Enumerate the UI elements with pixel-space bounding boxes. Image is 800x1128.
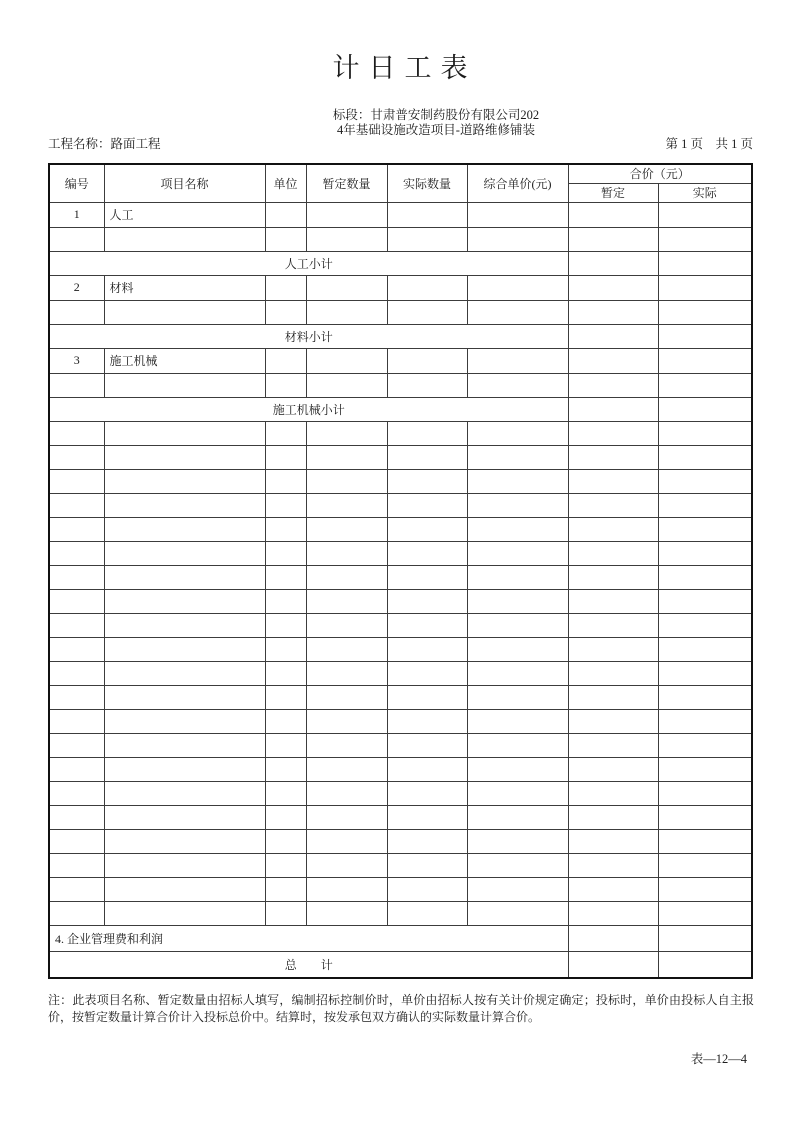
table-row: [49, 397, 752, 421]
empty-cell: [104, 565, 265, 589]
empty-cell: [387, 517, 467, 541]
empty-cell: [467, 300, 568, 324]
empty-cell: [49, 901, 104, 925]
empty-cell: [387, 613, 467, 637]
empty-cell: [265, 805, 306, 829]
empty-cell: [467, 853, 568, 877]
empty-cell: [658, 805, 752, 829]
empty-cell: [265, 661, 306, 685]
empty-cell: [568, 348, 658, 373]
empty-cell: [568, 589, 658, 613]
header-unit: 单位: [265, 164, 306, 202]
empty-cell: [49, 805, 104, 829]
empty-cell: [49, 853, 104, 877]
empty-cell: [387, 373, 467, 397]
header-no: 编号: [49, 164, 104, 202]
table-row: [49, 227, 752, 251]
empty-cell: [387, 829, 467, 853]
table-row: [49, 589, 752, 613]
section-label-line2: 4年基础设施改造项目-道路维修铺装: [337, 122, 535, 137]
row-number-cell: 3: [49, 348, 104, 373]
table-row: [49, 901, 752, 925]
header-row-1: [49, 164, 752, 183]
empty-cell: [467, 877, 568, 901]
table-row: [49, 565, 752, 589]
empty-cell: [658, 348, 752, 373]
header-unit-price: 综合单价(元): [467, 164, 568, 202]
empty-cell: [658, 661, 752, 685]
empty-cell: [49, 757, 104, 781]
empty-cell: [467, 709, 568, 733]
header-total-actual: 实际: [658, 183, 752, 202]
table-row: [49, 348, 752, 373]
empty-cell: [104, 877, 265, 901]
empty-cell: [568, 227, 658, 251]
empty-cell: [658, 901, 752, 925]
empty-cell: [104, 541, 265, 565]
empty-cell: [467, 202, 568, 227]
empty-cell: [568, 829, 658, 853]
empty-cell: [467, 757, 568, 781]
empty-cell: [658, 637, 752, 661]
empty-cell: [568, 300, 658, 324]
table-row: [49, 877, 752, 901]
empty-cell: [306, 348, 387, 373]
empty-cell: [265, 709, 306, 733]
empty-cell: [265, 469, 306, 493]
empty-cell: [306, 853, 387, 877]
header-provisional-qty: 暂定数量: [306, 164, 387, 202]
empty-cell: [104, 373, 265, 397]
empty-cell: [265, 733, 306, 757]
table-row: [49, 373, 752, 397]
empty-cell: [658, 925, 752, 951]
empty-cell: [306, 733, 387, 757]
empty-cell: [265, 589, 306, 613]
empty-cell: [306, 757, 387, 781]
table-row: [49, 685, 752, 709]
empty-cell: [658, 613, 752, 637]
empty-cell: [104, 757, 265, 781]
empty-cell: [104, 829, 265, 853]
empty-cell: [568, 805, 658, 829]
empty-cell: [467, 661, 568, 685]
empty-cell: [568, 637, 658, 661]
empty-cell: [104, 853, 265, 877]
empty-cell: [387, 805, 467, 829]
empty-cell: [49, 300, 104, 324]
project-name: 工程名称：路面工程: [48, 137, 161, 151]
table-row: [49, 613, 752, 637]
empty-cell: [104, 613, 265, 637]
empty-cell: [568, 733, 658, 757]
section-label: [316, 108, 556, 137]
empty-cell: [658, 397, 752, 421]
empty-cell: [568, 565, 658, 589]
empty-cell: [265, 300, 306, 324]
empty-cell: [658, 733, 752, 757]
empty-cell: [104, 661, 265, 685]
empty-cell: [568, 925, 658, 951]
empty-cell: [306, 613, 387, 637]
empty-cell: [658, 373, 752, 397]
empty-cell: [306, 637, 387, 661]
empty-cell: [49, 661, 104, 685]
table-row: [49, 637, 752, 661]
empty-cell: [658, 541, 752, 565]
empty-cell: [265, 541, 306, 565]
empty-cell: [265, 637, 306, 661]
empty-cell: [467, 227, 568, 251]
empty-cell: [49, 685, 104, 709]
empty-cell: [265, 348, 306, 373]
table-row: [49, 757, 752, 781]
empty-cell: [387, 709, 467, 733]
empty-cell: [658, 493, 752, 517]
empty-cell: [568, 445, 658, 469]
empty-cell: [658, 517, 752, 541]
empty-cell: [387, 493, 467, 517]
empty-cell: [49, 373, 104, 397]
empty-cell: [306, 373, 387, 397]
empty-cell: [265, 202, 306, 227]
table-row: [49, 951, 752, 978]
row-name-cell: 人工: [104, 202, 265, 227]
empty-cell: [467, 275, 568, 300]
empty-cell: [104, 445, 265, 469]
empty-cell: [104, 493, 265, 517]
empty-cell: [306, 781, 387, 805]
empty-cell: [658, 469, 752, 493]
empty-cell: [568, 685, 658, 709]
empty-cell: [265, 445, 306, 469]
empty-cell: [658, 300, 752, 324]
empty-cell: [49, 469, 104, 493]
header-total-price-group: 合价（元）: [568, 164, 752, 183]
empty-cell: [104, 685, 265, 709]
section-label-line1: 标段：甘肃普安制药股份有限公司202: [332, 108, 540, 122]
row-name-cell: 材料: [104, 275, 265, 300]
empty-cell: [467, 829, 568, 853]
empty-cell: [568, 469, 658, 493]
empty-cell: [49, 877, 104, 901]
row-number-cell: 1: [49, 202, 104, 227]
empty-cell: [568, 709, 658, 733]
empty-cell: [658, 951, 752, 978]
subtotal-label-cell: 人工小计: [49, 251, 568, 275]
empty-cell: [306, 493, 387, 517]
empty-cell: [658, 709, 752, 733]
empty-cell: [306, 202, 387, 227]
empty-cell: [568, 661, 658, 685]
empty-cell: [306, 565, 387, 589]
empty-cell: [306, 589, 387, 613]
empty-cell: [49, 493, 104, 517]
empty-cell: [306, 421, 387, 445]
empty-cell: [658, 445, 752, 469]
empty-cell: [467, 589, 568, 613]
empty-cell: [658, 685, 752, 709]
header-actual-qty: 实际数量: [387, 164, 467, 202]
empty-cell: [568, 877, 658, 901]
empty-cell: [49, 733, 104, 757]
empty-cell: [387, 781, 467, 805]
empty-cell: [467, 517, 568, 541]
empty-cell: [104, 709, 265, 733]
table-row: [49, 541, 752, 565]
empty-cell: [658, 877, 752, 901]
empty-cell: [387, 445, 467, 469]
empty-cell: [306, 877, 387, 901]
empty-cell: [568, 251, 658, 275]
empty-cell: [104, 421, 265, 445]
empty-cell: [658, 421, 752, 445]
empty-cell: [467, 445, 568, 469]
empty-cell: [306, 445, 387, 469]
table-row: [49, 733, 752, 757]
empty-cell: [104, 901, 265, 925]
empty-cell: [265, 901, 306, 925]
empty-cell: [265, 493, 306, 517]
empty-cell: [265, 877, 306, 901]
empty-cell: [568, 275, 658, 300]
empty-cell: [387, 565, 467, 589]
empty-cell: [49, 637, 104, 661]
table-row: [49, 661, 752, 685]
empty-cell: [49, 541, 104, 565]
table-row: [49, 781, 752, 805]
subtotal-label-cell: 材料小计: [49, 324, 568, 348]
empty-cell: [387, 877, 467, 901]
empty-cell: [104, 637, 265, 661]
empty-cell: [568, 517, 658, 541]
empty-cell: [658, 565, 752, 589]
empty-cell: [104, 227, 265, 251]
empty-cell: [265, 829, 306, 853]
empty-cell: [306, 901, 387, 925]
empty-cell: [467, 469, 568, 493]
empty-cell: [104, 805, 265, 829]
empty-cell: [104, 469, 265, 493]
empty-cell: [104, 589, 265, 613]
empty-cell: [265, 275, 306, 300]
empty-cell: [306, 709, 387, 733]
empty-cell: [49, 227, 104, 251]
empty-cell: [265, 757, 306, 781]
empty-cell: [387, 227, 467, 251]
empty-cell: [658, 757, 752, 781]
empty-cell: [467, 805, 568, 829]
empty-cell: [49, 781, 104, 805]
table-row: [49, 421, 752, 445]
table-row: [49, 300, 752, 324]
empty-cell: [658, 781, 752, 805]
table-row: [49, 251, 752, 275]
empty-cell: [467, 685, 568, 709]
table-row: [49, 324, 752, 348]
empty-cell: [104, 517, 265, 541]
empty-cell: [49, 709, 104, 733]
empty-cell: [658, 202, 752, 227]
empty-cell: [306, 829, 387, 853]
empty-cell: [265, 853, 306, 877]
empty-cell: [387, 901, 467, 925]
empty-cell: [387, 661, 467, 685]
empty-cell: [306, 275, 387, 300]
empty-cell: [568, 373, 658, 397]
empty-cell: [387, 733, 467, 757]
table-row: [49, 829, 752, 853]
empty-cell: [568, 421, 658, 445]
empty-cell: [387, 757, 467, 781]
empty-cell: [467, 637, 568, 661]
empty-cell: [568, 613, 658, 637]
table-row: [49, 202, 752, 227]
empty-cell: [265, 421, 306, 445]
table-header: [49, 164, 752, 202]
empty-cell: [568, 541, 658, 565]
empty-cell: [104, 733, 265, 757]
header-item-name: 项目名称: [104, 164, 265, 202]
empty-cell: [265, 227, 306, 251]
table-row: [49, 925, 752, 951]
empty-cell: [387, 202, 467, 227]
footer-note: 注：此表项目名称、暂定数量由招标人填写，编制招标控制价时，单价由招标人按有关计价规定确定；投标时，单价由投标人自主报价，按暂定数量计算合价计入投标总价中。结算时，按发承包双方确认的实际数量计算合价。: [48, 993, 754, 1024]
empty-cell: [387, 275, 467, 300]
table-body: [49, 202, 752, 978]
table-row: [49, 709, 752, 733]
page-indicator: 第 1 页 共 1 页: [665, 137, 753, 151]
meta-row: [48, 136, 753, 152]
empty-cell: [568, 757, 658, 781]
empty-cell: [306, 300, 387, 324]
empty-cell: [658, 589, 752, 613]
empty-cell: [104, 300, 265, 324]
table-row: [49, 275, 752, 300]
empty-cell: [265, 613, 306, 637]
empty-cell: [568, 781, 658, 805]
empty-cell: [658, 853, 752, 877]
table-row: [49, 469, 752, 493]
empty-cell: [467, 565, 568, 589]
empty-cell: [49, 829, 104, 853]
empty-cell: [265, 565, 306, 589]
empty-cell: [467, 373, 568, 397]
empty-cell: [265, 517, 306, 541]
empty-cell: [104, 781, 265, 805]
empty-cell: [387, 685, 467, 709]
empty-cell: [658, 275, 752, 300]
empty-cell: [467, 348, 568, 373]
empty-cell: [658, 324, 752, 348]
empty-cell: [467, 541, 568, 565]
empty-cell: [387, 541, 467, 565]
empty-cell: [265, 373, 306, 397]
empty-cell: [265, 685, 306, 709]
empty-cell: [467, 421, 568, 445]
empty-cell: [306, 661, 387, 685]
total-label-cell: 总 计: [49, 951, 568, 978]
table-row: [49, 517, 752, 541]
empty-cell: [467, 493, 568, 517]
empty-cell: [306, 517, 387, 541]
empty-cell: [387, 469, 467, 493]
table-row: [49, 805, 752, 829]
empty-cell: [49, 613, 104, 637]
empty-cell: [467, 901, 568, 925]
empty-cell: [387, 300, 467, 324]
empty-cell: [306, 541, 387, 565]
empty-cell: [658, 251, 752, 275]
empty-cell: [467, 733, 568, 757]
row-name-cell: 施工机械: [104, 348, 265, 373]
empty-cell: [306, 685, 387, 709]
empty-cell: [306, 805, 387, 829]
empty-cell: [49, 517, 104, 541]
table-row: [49, 493, 752, 517]
subtotal-label-cell: 施工机械小计: [49, 397, 568, 421]
empty-cell: [387, 421, 467, 445]
empty-cell: [387, 589, 467, 613]
daywork-table: [48, 163, 753, 979]
page-title: 计日工表: [332, 53, 477, 83]
empty-cell: [49, 565, 104, 589]
table-row: [49, 445, 752, 469]
empty-cell: [568, 202, 658, 227]
empty-cell: [49, 445, 104, 469]
empty-cell: [306, 227, 387, 251]
empty-cell: [265, 781, 306, 805]
empty-cell: [387, 853, 467, 877]
fee-label-cell: 4. 企业管理费和利润: [49, 925, 568, 951]
empty-cell: [568, 901, 658, 925]
empty-cell: [306, 469, 387, 493]
empty-cell: [568, 397, 658, 421]
empty-cell: [658, 829, 752, 853]
header-total-provisional: 暂定: [568, 183, 658, 202]
empty-cell: [568, 853, 658, 877]
empty-cell: [387, 637, 467, 661]
table-row: [49, 853, 752, 877]
empty-cell: [387, 348, 467, 373]
empty-cell: [467, 781, 568, 805]
empty-cell: [568, 493, 658, 517]
empty-cell: [49, 421, 104, 445]
empty-cell: [568, 324, 658, 348]
empty-cell: [568, 951, 658, 978]
empty-cell: [49, 589, 104, 613]
row-number-cell: 2: [49, 275, 104, 300]
form-number: 表—12—4: [690, 1052, 747, 1066]
empty-cell: [467, 613, 568, 637]
empty-cell: [658, 227, 752, 251]
